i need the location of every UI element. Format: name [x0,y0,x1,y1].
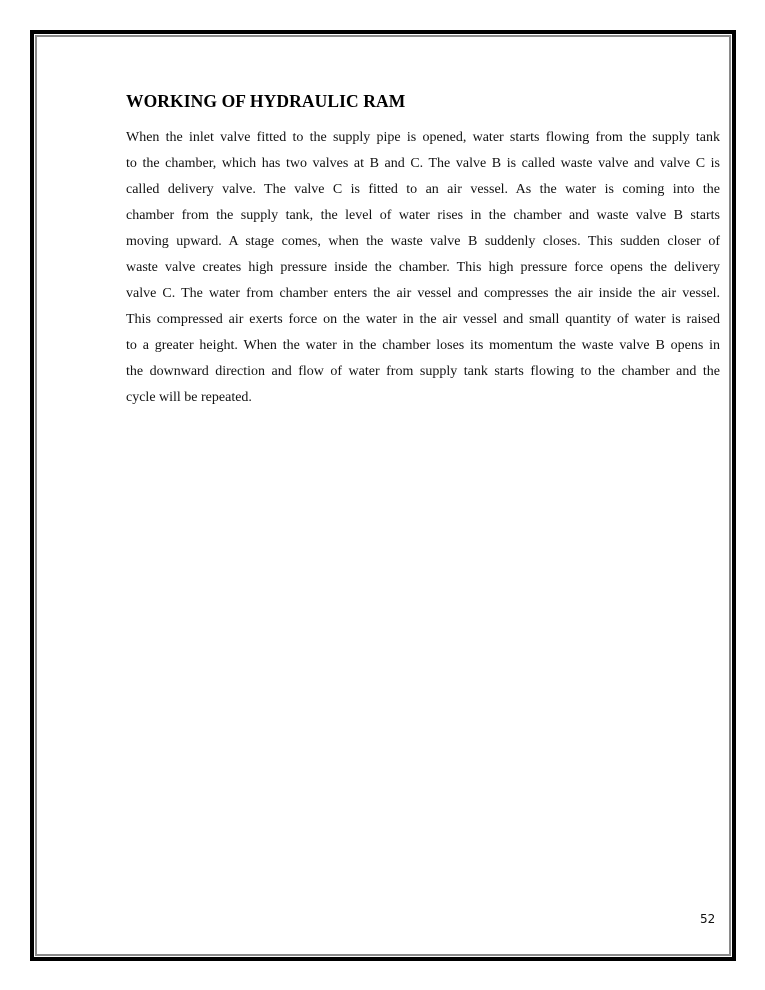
section-heading: WORKING OF HYDRAULIC RAM [126,91,406,111]
paragraph-line: called delivery valve. The valve C is fitted to an air vessel. As the water is coming into the [126,182,720,197]
paragraph-line: cycle will be repeated. [126,390,252,405]
page-number: 52 [700,912,716,926]
paragraph-line: moving upward. A stage comes, when the waste valve B suddenly closes. This sudden closer of [126,234,720,249]
paragraph-line: waste valve creates high pressure inside the chamber. This high pressure force opens the delivery [126,260,720,275]
paragraph-line: to a greater height. When the water in the chamber loses its momentum the waste valve B opens in [126,338,720,353]
paragraph-line: When the inlet valve fitted to the supply pipe is opened, water starts flowing from the supply tank [126,130,720,145]
paragraph-line: valve C. The water from chamber enters the air vessel and compresses the air inside the air vessel. [126,286,720,301]
paragraph-line: to the chamber, which has two valves at B and C. The valve B is called waste valve and valve C is [126,156,720,171]
body-paragraph [126,125,720,411]
paragraph-line: This compressed air exerts force on the water in the air vessel and small quantity of water is raised [126,312,720,327]
paragraph-line: chamber from the supply tank, the level of water rises in the chamber and waste valve B starts [126,208,720,223]
paragraph-line: the downward direction and flow of water from supply tank starts flowing to the chamber and the [126,364,720,379]
